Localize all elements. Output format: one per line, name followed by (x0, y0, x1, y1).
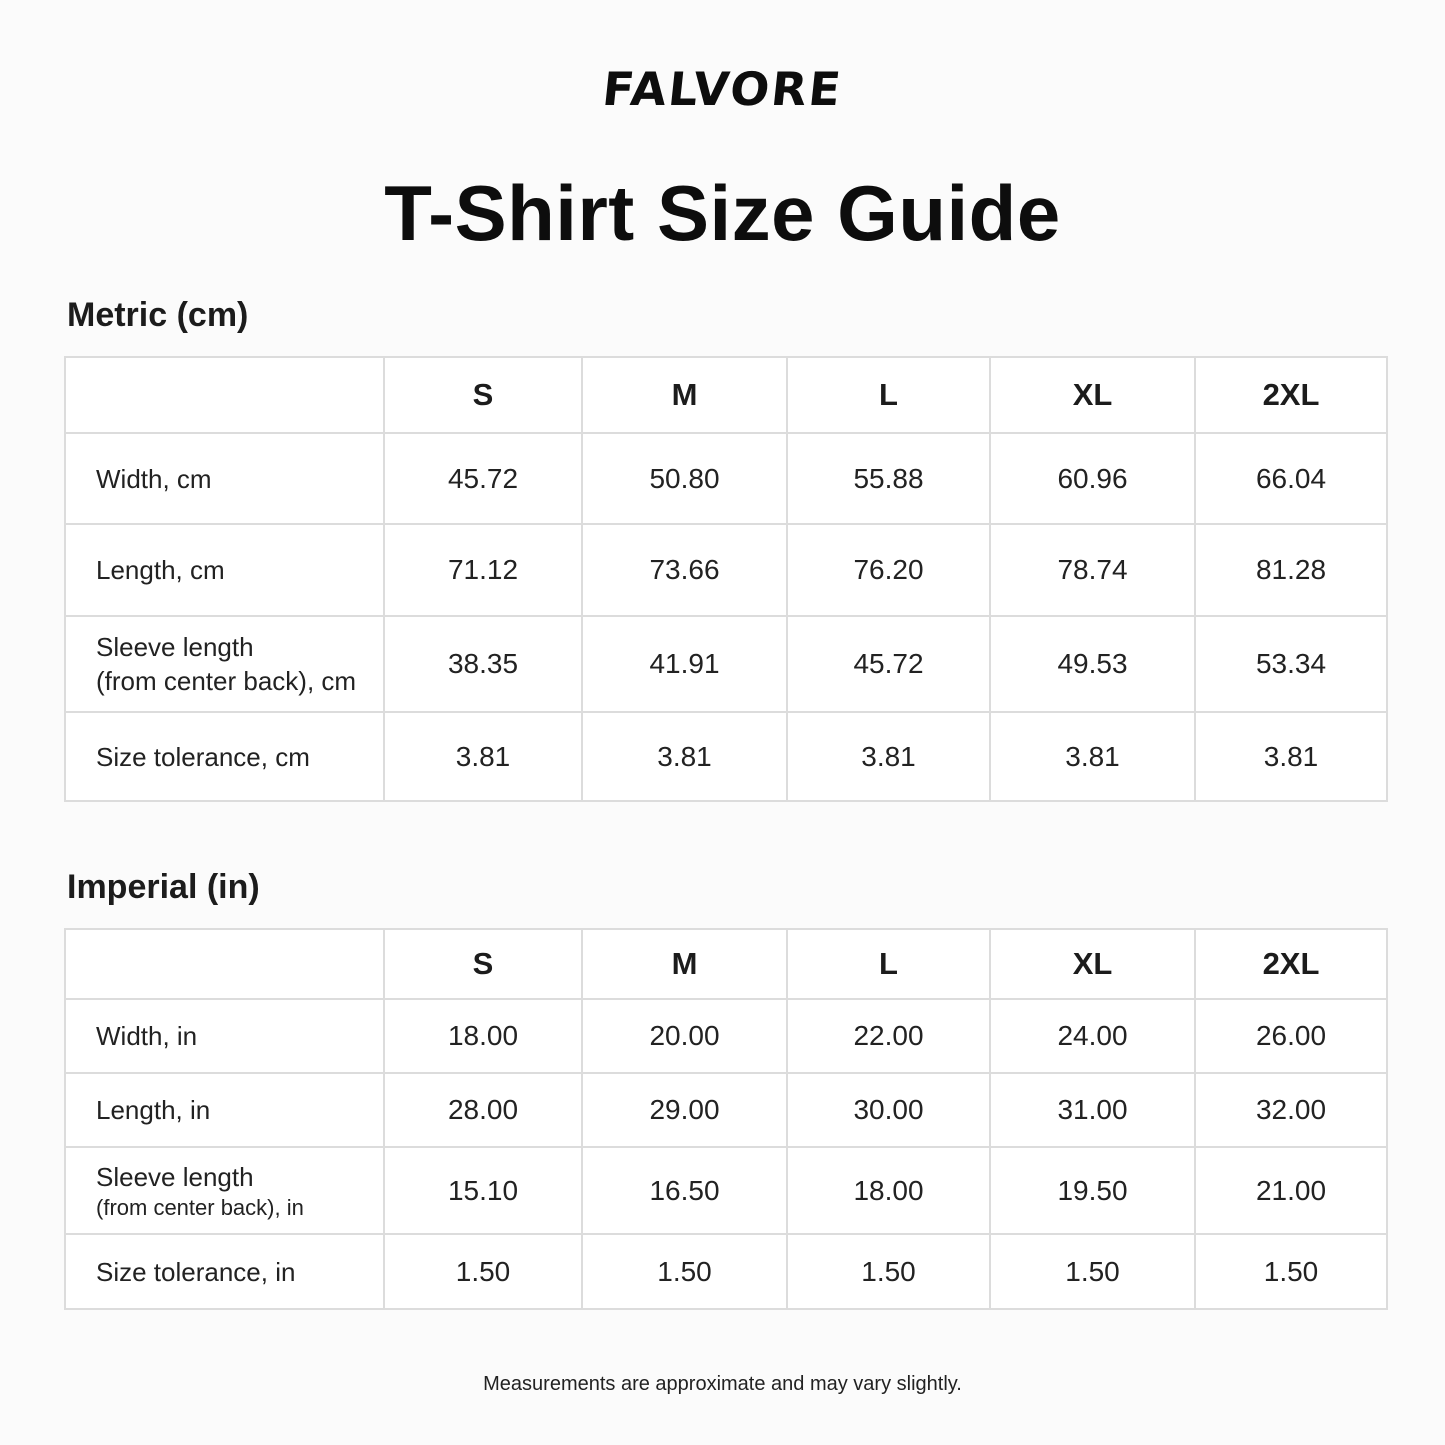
value-cell: 19.50 (990, 1147, 1195, 1234)
value-cell: 15.10 (384, 1147, 582, 1234)
table-row (65, 1234, 1387, 1309)
table-row (65, 712, 1387, 801)
value-cell: 3.81 (1195, 712, 1387, 801)
row-label-sub: (from center back), in (96, 1194, 304, 1220)
value-cell: 49.53 (990, 616, 1195, 712)
value-cell: 73.66 (582, 524, 787, 616)
size-header-2xl: 2XL (1195, 357, 1387, 433)
value-cell: 3.81 (990, 712, 1195, 801)
size-header-l: L (787, 929, 990, 999)
table-header-row (65, 357, 1387, 433)
value-cell: 20.00 (582, 999, 787, 1073)
table-row (65, 433, 1387, 524)
value-cell: 45.72 (787, 616, 990, 712)
size-header-l: L (787, 357, 990, 433)
value-cell: 1.50 (384, 1234, 582, 1309)
row-label-sleeve (65, 1147, 384, 1234)
row-label: Width, cm (65, 433, 384, 524)
header-corner-cell (65, 357, 384, 433)
row-label-sleeve (65, 616, 384, 712)
value-cell: 30.00 (787, 1073, 990, 1147)
row-label: Size tolerance, cm (65, 712, 384, 801)
size-header-m: M (582, 929, 787, 999)
value-cell: 24.00 (990, 999, 1195, 1073)
page-title: T-Shirt Size Guide (384, 169, 1061, 257)
value-cell: 1.50 (582, 1234, 787, 1309)
value-cell: 29.00 (582, 1073, 787, 1147)
row-label-main: Sleeve length (96, 1161, 254, 1192)
value-cell: 3.81 (384, 712, 582, 801)
table-row (65, 999, 1387, 1073)
value-cell: 22.00 (787, 999, 990, 1073)
value-cell: 18.00 (384, 999, 582, 1073)
value-cell: 16.50 (582, 1147, 787, 1234)
value-cell: 41.91 (582, 616, 787, 712)
table-row (65, 616, 1387, 712)
size-header-s: S (384, 357, 582, 433)
value-cell: 78.74 (990, 524, 1195, 616)
value-cell: 71.12 (384, 524, 582, 616)
value-cell: 3.81 (582, 712, 787, 801)
row-label: Length, in (65, 1073, 384, 1147)
value-cell: 31.00 (990, 1073, 1195, 1147)
row-label: Width, in (65, 999, 384, 1073)
row-label: Size tolerance, in (65, 1234, 384, 1309)
value-cell: 60.96 (990, 433, 1195, 524)
imperial-section-heading: Imperial (in) (67, 868, 260, 906)
header-corner-cell (65, 929, 384, 999)
value-cell: 26.00 (1195, 999, 1387, 1073)
value-cell: 66.04 (1195, 433, 1387, 524)
value-cell: 3.81 (787, 712, 990, 801)
row-label-sub: (from center back), cm (96, 666, 357, 696)
metric-size-table (64, 356, 1388, 802)
value-cell: 53.34 (1195, 616, 1387, 712)
value-cell: 55.88 (787, 433, 990, 524)
value-cell: 28.00 (384, 1073, 582, 1147)
size-header-xl: XL (990, 929, 1195, 999)
table-row (65, 1147, 1387, 1234)
value-cell: 50.80 (582, 433, 787, 524)
value-cell: 18.00 (787, 1147, 990, 1234)
metric-section-heading: Metric (cm) (67, 296, 249, 334)
value-cell: 1.50 (787, 1234, 990, 1309)
table-header-row (65, 929, 1387, 999)
value-cell: 45.72 (384, 433, 582, 524)
imperial-size-table (64, 928, 1388, 1310)
value-cell: 21.00 (1195, 1147, 1387, 1234)
brand-logo: FALVORE (599, 62, 846, 116)
value-cell: 1.50 (990, 1234, 1195, 1309)
size-header-s: S (384, 929, 582, 999)
size-header-m: M (582, 357, 787, 433)
value-cell: 81.28 (1195, 524, 1387, 616)
value-cell: 76.20 (787, 524, 990, 616)
row-label: Length, cm (65, 524, 384, 616)
value-cell: 1.50 (1195, 1234, 1387, 1309)
size-header-xl: XL (990, 357, 1195, 433)
value-cell: 38.35 (384, 616, 582, 712)
footnote: Measurements are approximate and may vary slightly. (483, 1373, 962, 1395)
size-header-2xl: 2XL (1195, 929, 1387, 999)
table-row (65, 524, 1387, 616)
value-cell: 32.00 (1195, 1073, 1387, 1147)
row-label-main: Sleeve length (96, 632, 254, 662)
table-row (65, 1073, 1387, 1147)
